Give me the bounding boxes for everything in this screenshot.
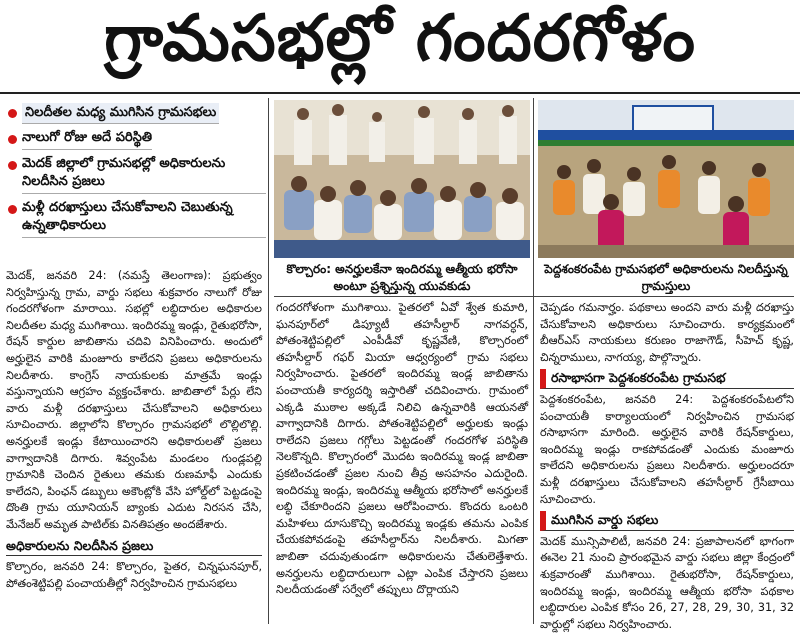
highlight-item <box>6 155 266 194</box>
subheading-peddashankarampet: రసాభాసగా పెద్దశంకరంపేట గ్రామసభ <box>540 369 794 389</box>
article-column-1 <box>6 268 262 592</box>
highlights-box <box>6 103 266 243</box>
bullet-dot-icon <box>8 161 17 170</box>
highlight-text: నిలదీతల మధ్య ముగిసిన గ్రామసభలు <box>22 103 219 124</box>
highlight-text: మళ్లీ దరఖాస్తులు చేసుకోవాలని చెబుతున్న ఉన్నతాధికారులు <box>22 199 266 238</box>
highlight-text: మెదక్ జిల్లాలో గ్రామసభల్లో అధికారులను నిలదీసిన ప్రజలు <box>22 155 266 194</box>
page-headline: గ్రామసభల్లో గందరగోళం <box>0 0 800 94</box>
article-column-2 <box>276 300 528 599</box>
subheading-ward-meetings: ముగిసిన వార్డు సభలు <box>540 511 794 531</box>
article-text: పెద్దశంకరంపేట, జనవరి 24: పెద్దశంకరంపేటలోని పంచాయతీ కార్యాలయంలో నిర్వహించిన గ్రామసభ రసాభాసగా మారింది. అర్హులైన వారికి రేషన్‌కార్డులు, ఇందిరమ్మ ఇండ్లు రాకపోవడంతో ఎందుకు మంజూరు కాలేదని అధికారులను ప్రజలు నిలదీశారు. అర్హులందరూ మళ్లీ దరఖాస్తులు చేసుకోవాలని తహసీల్దార్ గ్రేసీబాయి సూచించారు. <box>540 392 794 506</box>
bullet-dot-icon <box>8 109 17 118</box>
photo-peddashankarampet-meeting <box>538 100 794 258</box>
photo1-caption: కొల్చారం: అనర్హులకేనా ఇందిరమ్మ ఆత్మీయ భరోసా అంటూ ప్రశ్నిస్తున్న యువకుడు <box>286 262 518 293</box>
bullet-dot-icon <box>8 135 17 144</box>
photo-kolcharam-meeting <box>274 100 530 258</box>
article-text: చెప్పడం గమనార్హం. పథకాలు అందని వారు మళ్లీ దరఖాస్తు చేసుకోవాలని అధికారులు సూచించారు. కార్యక్రమంలో బీఆర్ఎస్ నాయకులు కరుణం రాజాగౌడ్, సీహెచ్ కృష్ణ, చిన్నరాములు, నాగయ్య, పొల్గొన్నారు. <box>540 301 794 364</box>
column-rule <box>268 98 269 624</box>
article-column-3 <box>540 300 794 633</box>
column-rule <box>533 98 534 624</box>
article-text: కొల్చారం, జనవరి 24: కొల్చారం, పైతర, చిన్నఘనపూర్, పోతంశెట్టిపల్లి పంచాయతీల్లో నిర్వహించిన గ్రామసభలు <box>6 560 262 590</box>
article-text: మెదక్ మున్సిపాలిటీ, జనవరి 24: ప్రజాపాలనలో భాగంగా ఈనెల 21 నుంచి ప్రారంభమైన వార్డు సభలు జిల్లా కేంద్రంలో శుక్రవారంతో ముగిశాయి. రైతుభరోసా, రేషన్‌కార్డులు, ఇందిరమ్మ ఇండ్లు, ఇందిరమ్మ ఆత్మీయ భరోసా పథకాల లబ్ధిదారుల ఎంపిక కోసం 26, 27, 28, 29, 30, 31, 32 వార్డుల్లో సభలు నిర్వహించారు. <box>540 534 794 631</box>
photo2-caption: పెద్దశంకరంపేట గ్రామసభలో అధికారులను నిలదీస్తున్న గ్రామస్తులు <box>544 262 788 293</box>
highlight-item <box>6 103 266 124</box>
bullet-dot-icon <box>8 205 17 214</box>
highlight-item <box>6 199 266 238</box>
section-rule <box>274 296 794 297</box>
article-text: గందరగోళంగా ముగిశాయి. పైతరలో ఏవో శ్వేత కుమారి, ఘనపూర్‌లో డిప్యూటీ తహసీల్దార్ నాగవర్ధన్, పోతంశెట్టిపల్లిలో ఎంపీడీవో కృష్ణవేణి, కొల్చారంలో తహసీల్దార్ గఫర్ మియా ఆధ్వర్యంలో గ్రామ సభలు నిర్వహించారు. పైతరలో ఇందిరమ్మ ఇండ్ల జాబితాను పంచాయతీ కార్యదర్శి ఇస్తారితో చదివించారు. గ్రామంలో ఎక్కడి ముఠాల అక్కడే నిలిచి ఉన్నవారికి ఆయనతో వాగ్వాదానికి దిగారు. పోతంశెట్టిపల్లిలో అర్హులకు ఇండ్లు రాలేదని ప్రజలు గగ్గోలు పెట్టడంతో గందరగోళ పరిస్థితి నెలకొన్నది. కొల్చారంలో మొదట ఇందిరమ్మ ఇండ్ల జాబితా ప్రకటించడంతో ప్రజల నుంచి తీవ్ర అసహనం ఎదురైంది. ఇందిరమ్మ ఇండ్లు, ఇందిరమ్మ ఆత్మీయ భరోసాలో అనర్హులకే లబ్ధి చేకూరిందని ప్రజలు ఆరోపించారు. కొందరు ఒంటరి మహిళలు దూసుకొచ్చి ఇందిరమ్మ ఇండ్లకు తమను ఎంపిక చేయకపోవడంపై తహసీల్దార్‌ను నిలదీశారు. మిగతా జాబితా చదువుతుండగా అధికారులను చేతులెత్తేశారు. అనర్హులను లబ్ధిదారులుగా ఎట్లా ఎంపిక చేస్తారని ప్రజలు నిలదీయడంతో సర్వేలో తప్పులు దొర్లాయని <box>276 301 528 597</box>
subheading-officials-questioned: అధికారులను నిలదీసిన ప్రజలు <box>6 537 262 557</box>
highlight-item <box>6 129 266 150</box>
highlight-text: నాలుగో రోజు అదే పరిస్థితి <box>22 129 152 150</box>
article-dateline-text: మెదక్, జనవరి 24: (నమస్తే తెలంగాణ): ప్రభుత్వం నిర్వహిస్తున్న గ్రామ, వార్డు సభలు శుక్రవారం నాలుగో రోజు గందరగోళంగా మారాయి. సభల్లో లబ్ధిదారుల అధికారుల నిలదీతల మధ్య ముగిశాయి. ఇందిరమ్మ ఇండ్లు, రైతుభరోసా, రేషన్ కార్డుల జాబితాను చదివి వినిపించారు. అందులో అర్హులైన వారికి మంజూరు కాలేదని ప్రజలు అధికారులను నిలదీశారు. కాంగ్రెస్ నాయకులకు మాత్రమే ఇండ్లు వస్తున్నాయని ఆగ్రహం వ్యక్తంచేశారు. జాబితాలో పేర్లు లేని వారు మళ్లీ దరఖాస్తులు చేసుకోవాలని అధికారులు సూచించారు. జిల్లాలోని కొల్చారం గ్రామసభలో లొల్లిలొల్లి. అనర్హులకే ఇండ్లు కేటాయించారని అధికారులతో ప్రజలు వాగ్వాదానికి దిగారు. శివ్వంపేట మండలం గుండ్లపల్లి గ్రామానికి చెందిన రైతులు తమకు రుణమాఫీ ఎందుకు కాలేదని, పింఛన్ డబ్బులు అకౌంట్లోకి వేసి హోల్డ్‌లో పెట్టడంపై దొంతి గ్రామ యూనియన్ బ్యాంకు ఎదుట నిరసన చేసి, మేనేజర్ అమృత పాటిల్‌కు వినతిపత్రం అందజేశారు. <box>6 269 262 531</box>
